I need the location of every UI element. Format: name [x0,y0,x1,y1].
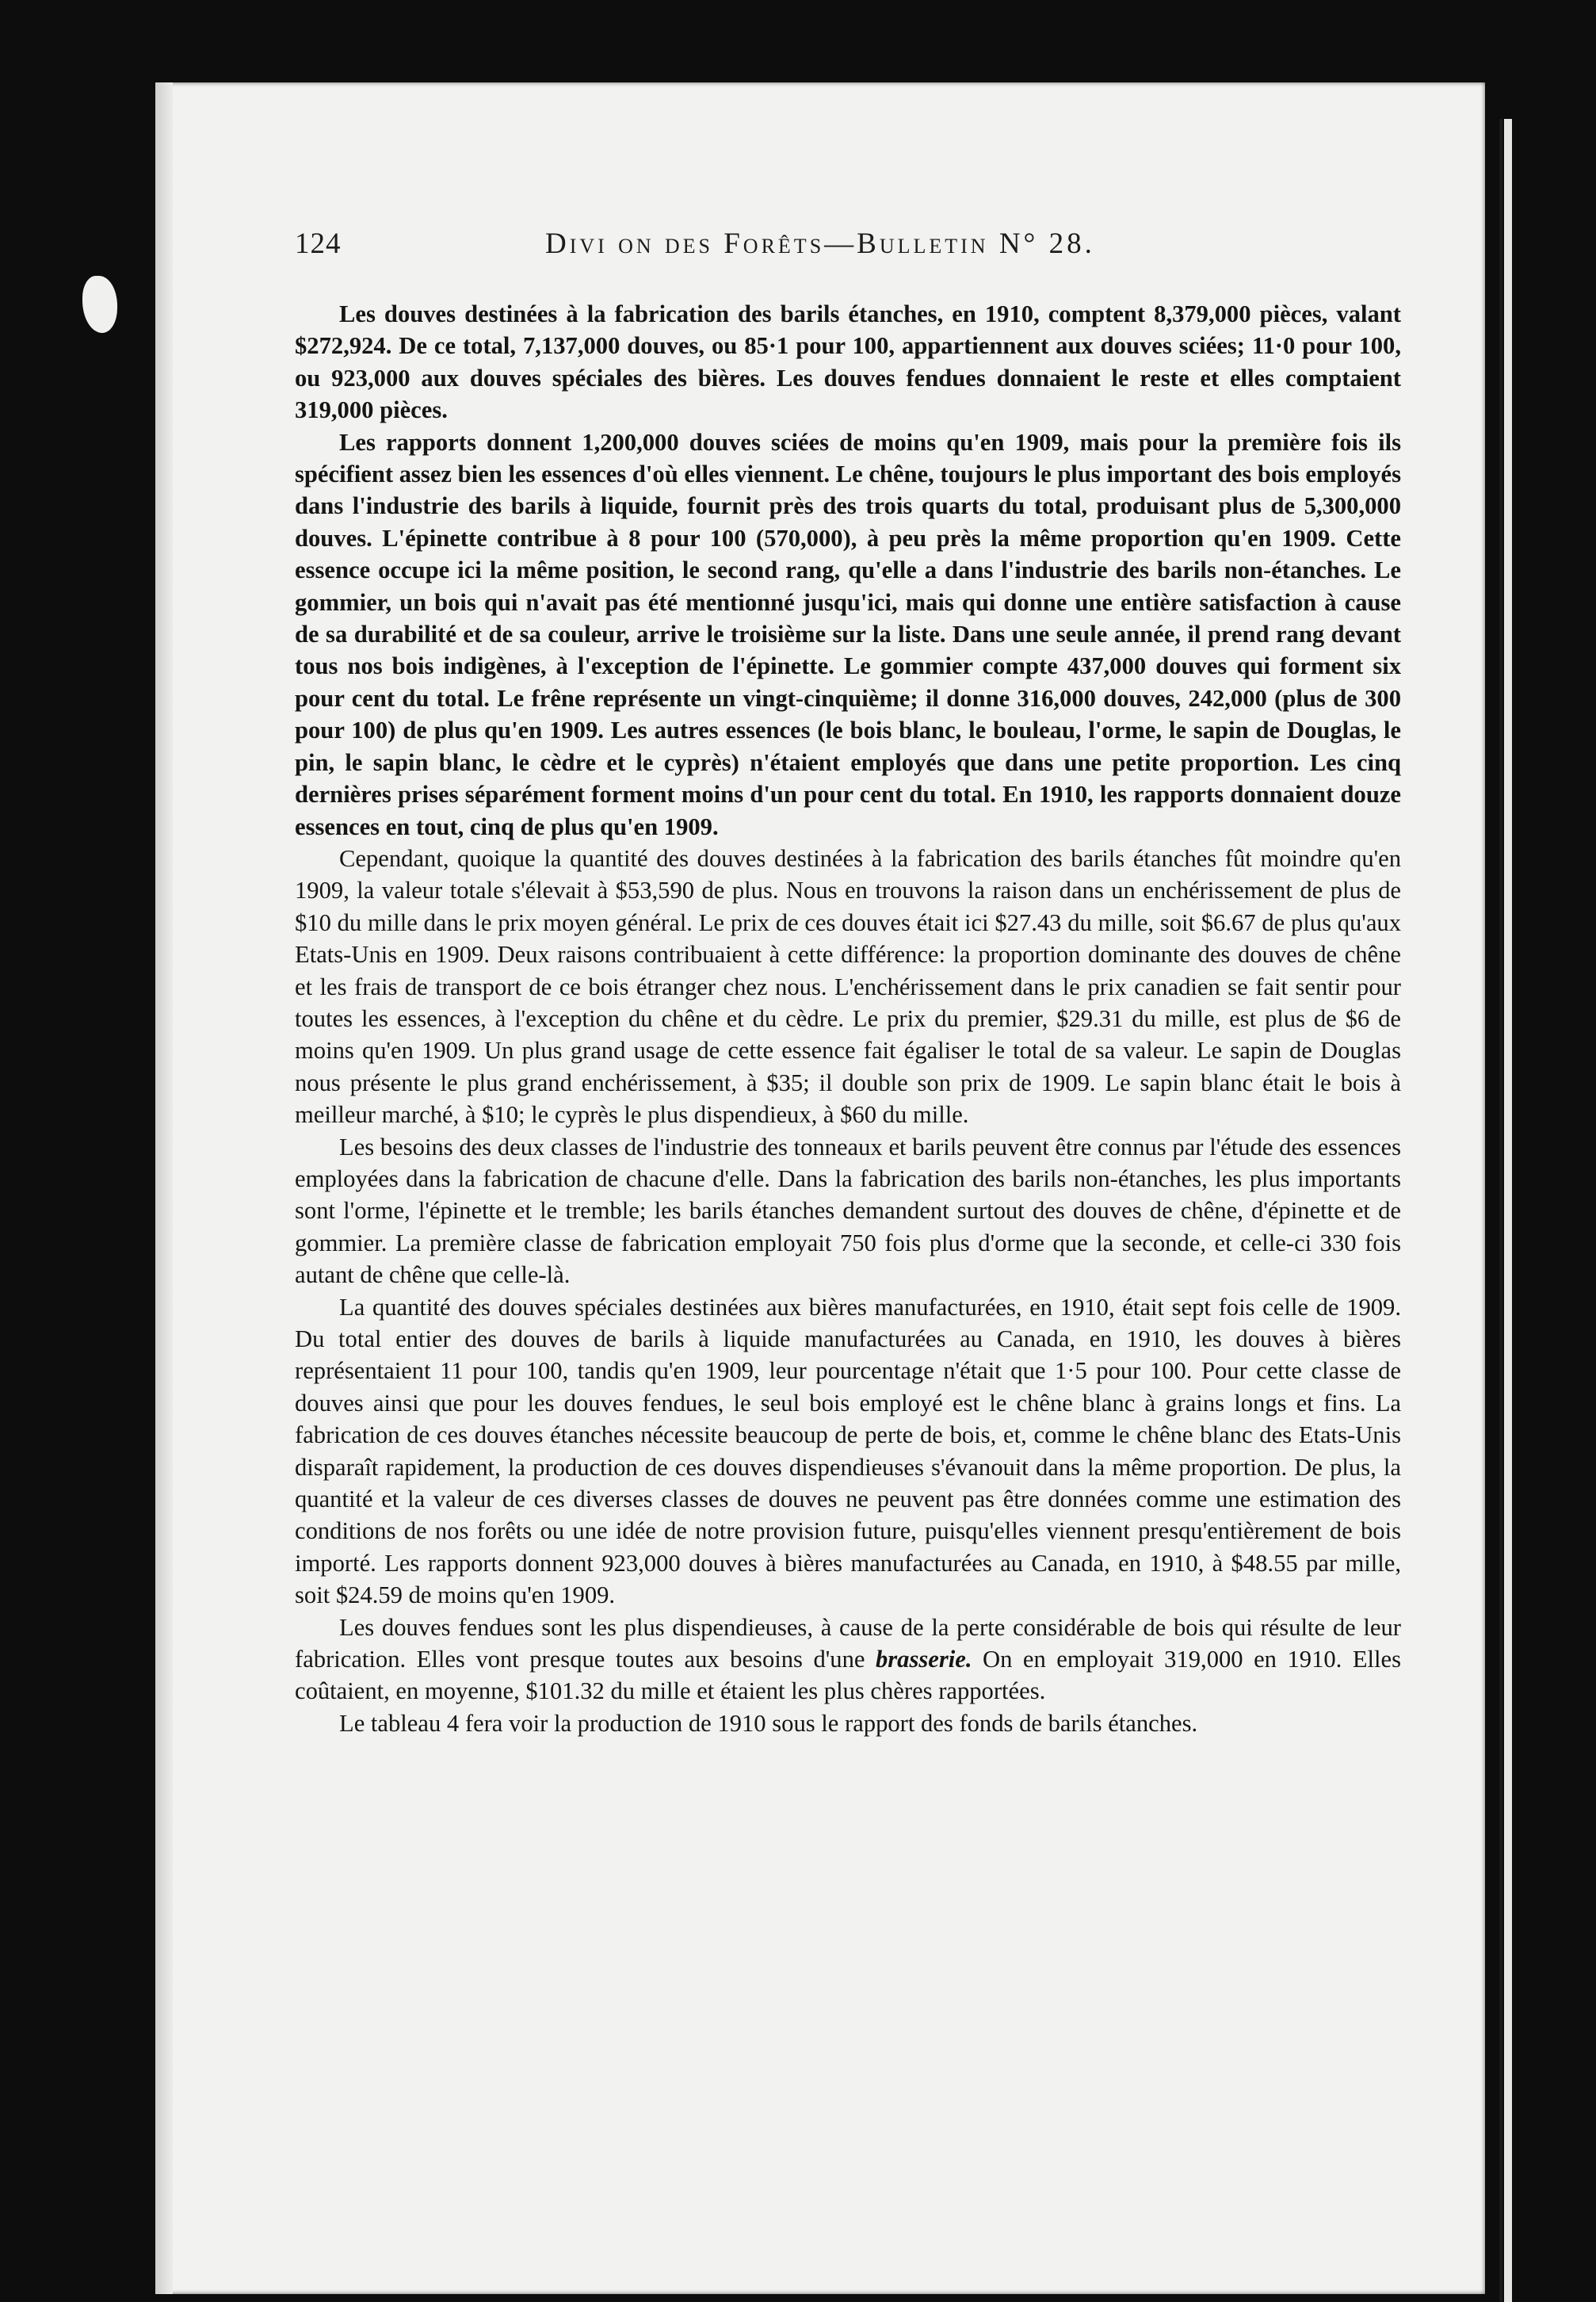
page-binding-edge [155,82,173,2294]
paper-blemish [82,276,117,333]
paragraph-4: Les besoins des deux classes de l'industrie des tonneaux et barils peuvent être connus par l'étude des essences employées dans la fabrication de chacune d'elle. Dans la fabrication des barils non-étanches, les plus importants sont l'orme, l'épinette et le tremble; les barils étanches demandent surtout des douves de chêne, d'épinette et de gommier. La première classe de fabrication employait 750 fois plus d'orme que la seconde, et celle-ci 330 fois autant de chêne que celle-là. [295,1133,1401,1289]
page-edge-shadow [1499,119,1502,2302]
paragraph-6-text-before: Les douves fendues sont les plus dispendieuses, à cause de la perte considérable de bois qui résulte de leur fabrication. Elles vont presque toutes aux besoins d'une [295,1613,1401,1673]
paragraph-3: Cependant, quoique la quantité des douves destinées à la fabrication des barils étanches fût moindre qu'en 1909, la valeur totale s'élevait à $53,590 de plus. Nous en trouvons la raison dans un enchérissement de plus de $10 du mille dans le prix moyen général. Le prix de ces douves était ici $27.43 du mille, soit $6.67 de plus qu'aux Etats-Unis en 1909. Deux raisons contribuaient à cette différence: la proportion dominante des douves de chêne et les frais de transport de ce bois étranger chez nous. L'enchérissement dans le prix canadien se fait sentir pour toutes les essences, à l'exception du chêne et du cèdre. Le prix du premier, $29.31 du mille, est plus de $6 de moins qu'en 1909. Un plus grand usage de cette essence fait égaliser le total de sa valeur. Le sapin de Douglas nous présente le plus grand enchérissement, à $35; il double son prix de 1909. Le sapin blanc était le bois à meilleur marché, à $10; le cyprès le plus dispendieux, à $60 du mille. [295,844,1401,1129]
paragraph-6 [295,1612,1401,1707]
paragraph-6-text-after: On en employait 319,000 en 1910. Elles coûtaient, en moyenne, $101.32 du mille et étaient les plus chères rapportées. [295,1646,1402,1705]
adjacent-page-edge [1504,119,1512,2302]
page-number: 124 [295,228,342,260]
running-title: Divi on des Forêts—Bulletin N° 28. [545,228,1095,260]
paragraph-1: Les douves destinées à la fabrication des barils étanches, en 1910, comptent 8,379,000 pièces, valant $272,924. De ce total, 7,137,000 douves, ou 85·1 pour 100, appartiennent aux douves sciées; 11·0 pour 100, ou 923,000 aux douves spéciales des bières. Les douves fendues donnaient le reste et elles comptaient 319,000 pièces. [295,300,1401,424]
running-header [295,227,1404,266]
paragraph-2: Les rapports donnent 1,200,000 douves sciées de moins qu'en 1909, mais pour la première fois ils spécifient assez bien les essences d'où elles viennent. Le chêne, toujours le plus important des bois employés dans l'industrie des barils à liquide, fournit près des trois quarts du total, produisant plus de 5,300,000 douves. L'épinette contribue à 8 pour 100 (570,000), à peu près la même proportion qu'en 1909. Cette essence occupe ici la même position, le second rang, qu'elle a dans l'industrie des barils non-étanches. Le gommier, un bois qui n'avait pas été mentionné jusqu'ici, mais qui donne une entière satisfaction à cause de sa durabilité et de sa couleur, arrive le troisième sur la liste. Dans une seule année, il prend rang devant tous nos bois indigènes, à l'exception de l'épinette. Le gommier compte 437,000 douves qui forment six pour cent du total. Le frêne représente un vingt-cinquième; il donne 316,000 douves, 242,000 (plus de 300 pour 100) de plus qu'en 1909. Les autres essences (le bois blanc, le bouleau, l'orme, le sapin de Douglas, le pin, le sapin blanc, le cèdre et le cyprès) n'étaient employés que dans une petite proportion. Les cinq dernières prises séparément forment moins d'un pour cent du total. En 1910, les rapports donnaient douze essences en tout, cinq de plus qu'en 1909. [295,428,1401,840]
paragraph-6-italic: brasserie. [875,1646,972,1673]
paragraph-7: Le tableau 4 fera voir la production de 1910 sous le rapport des fonds de barils étanches. [339,1709,1198,1737]
body-text [295,298,1401,1739]
paragraph-5: La quantité des douves spéciales destinées aux bières manufacturées, en 1910, était sept fois celle de 1909. Du total entier des douves de barils à liquide manufacturées au Canada, en 1910, les douves à bières représentaient 11 pour 100, tandis qu'en 1909, leur pourcentage n'était que 1·5 pour 100. Pour cette classe de douves ainsi que pour les douves fendues, le seul bois employé est le chêne blanc à grains longs et fins. La fabrication de ces douves étanches nécessite beaucoup de perte de bois, et, comme le chêne blanc des Etats-Unis disparaît rapidement, la production de ces douves dispendieuses s'évanouit dans la même proportion. De plus, la quantité et la valeur de ces diverses classes de douves ne peuvent pas être données comme une estimation des conditions de nos forêts ou une idée de notre provision future, puisqu'elles viennent presqu'entièrement de bois importé. Les rapports donnent 923,000 douves à bières manufacturées au Canada, en 1910, à $48.55 par mille, soit $24.59 de moins qu'en 1909. [295,1293,1401,1609]
